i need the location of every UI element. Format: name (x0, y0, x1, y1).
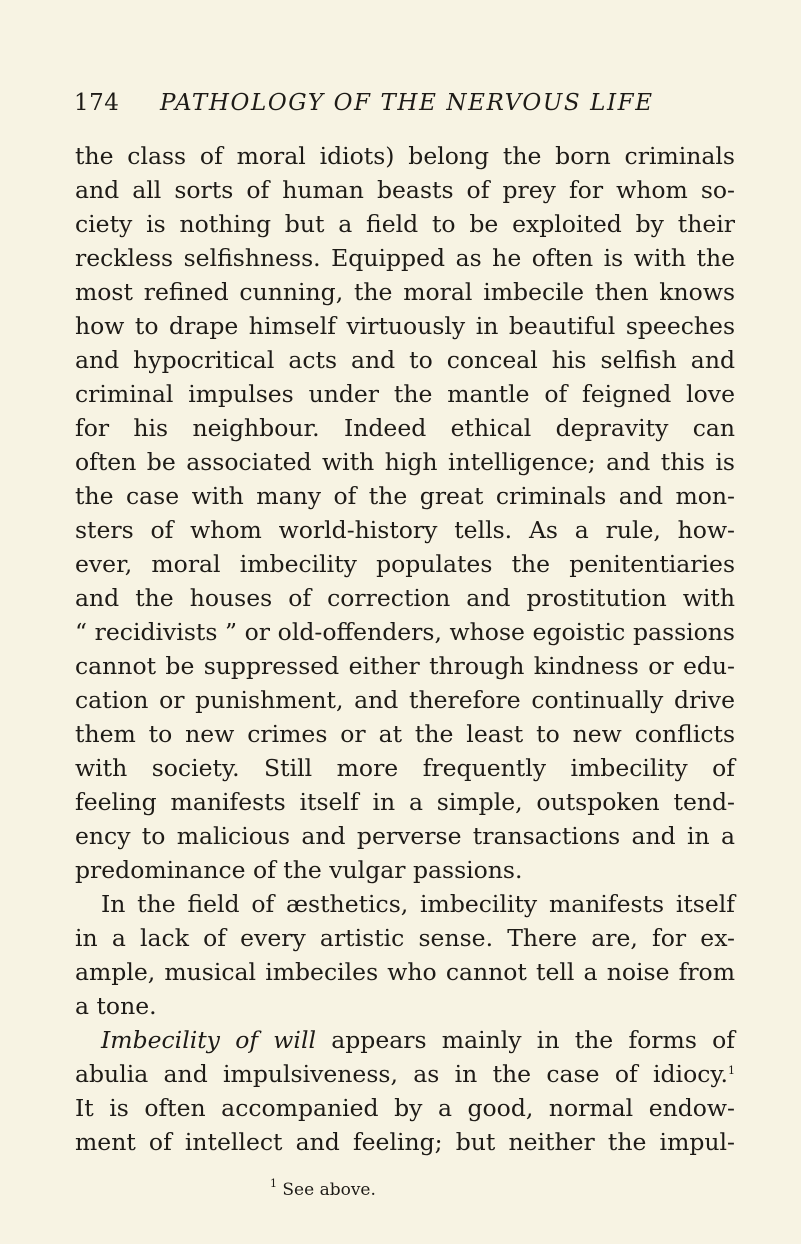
text-line (75, 1057, 735, 1091)
text-span: appears mainly in the forms of (315, 1026, 735, 1054)
text-line: “ recidivists ” or old-offenders, whose egoistic passions (75, 618, 735, 646)
text-line: most refined cunning, the moral imbecile then knows (75, 278, 735, 306)
text-line: often be associated with high intelligence; and this is (75, 448, 735, 476)
text-line: feeling manifests itself in a simple, outspoken tend- (75, 788, 735, 816)
footnote-marker: 1 (270, 1177, 277, 1190)
text-line: In the field of æsthetics, imbecility manifests itself (101, 890, 735, 918)
text-line: a tone. (75, 992, 157, 1020)
text-line: It is often accompanied by a good, normal endow- (75, 1094, 735, 1122)
footnote (270, 1177, 376, 1200)
text-line: predominance of the vulgar passions. (75, 856, 523, 884)
text-line: reckless selfishness. Equipped as he often is with the (75, 244, 735, 272)
text-line (75, 1023, 735, 1057)
text-line: ment of intellect and feeling; but neither the impul- (75, 1128, 735, 1156)
text-line: with society. Still more frequently imbecility of (75, 754, 735, 782)
text-line: criminal impulses under the mantle of feigned love (75, 380, 735, 408)
italic-term: Imbecility of will (101, 1026, 316, 1054)
text-line: ency to malicious and perverse transactions and in a (75, 822, 735, 850)
running-title: PATHOLOGY OF THE NERVOUS LIFE (160, 90, 654, 116)
text-line: the class of moral idiots) belong the born criminals (75, 142, 735, 170)
text-line: and all sorts of human beasts of prey for whom so- (75, 176, 735, 204)
text-line: sters of whom world-history tells. As a rule, how- (75, 516, 735, 544)
text-line: them to new crimes or at the least to new conflicts (75, 720, 735, 748)
text-line: how to drape himself virtuously in beautiful speeches (75, 312, 735, 340)
text-line: ever, moral imbecility populates the penitentiaries (75, 550, 735, 578)
text-line: for his neighbour. Indeed ethical depravity can (75, 414, 735, 442)
page-header (74, 84, 734, 124)
footnote-text: See above. (282, 1180, 376, 1200)
text-line: cannot be suppressed either through kindness or edu- (75, 652, 735, 680)
text-line: ample, musical imbeciles who cannot tell a noise from (75, 958, 735, 986)
text-line: cation or punishment, and therefore continually drive (75, 686, 735, 714)
text-line: the case with many of the great criminals and mon- (75, 482, 735, 510)
text-line: in a lack of every artistic sense. There are, for ex- (75, 924, 735, 952)
page-number: 174 (74, 90, 120, 116)
text-span: abulia and impulsiveness, as in the case of idiocy. (75, 1060, 728, 1088)
text-line: ciety is nothing but a field to be exploited by their (75, 210, 735, 238)
text-line: and the houses of correction and prostitution with (75, 584, 735, 612)
body-text (75, 139, 735, 1159)
text-line: and hypocritical acts and to conceal his selfish and (75, 346, 735, 374)
footnote-reference: 1 (728, 1064, 735, 1077)
